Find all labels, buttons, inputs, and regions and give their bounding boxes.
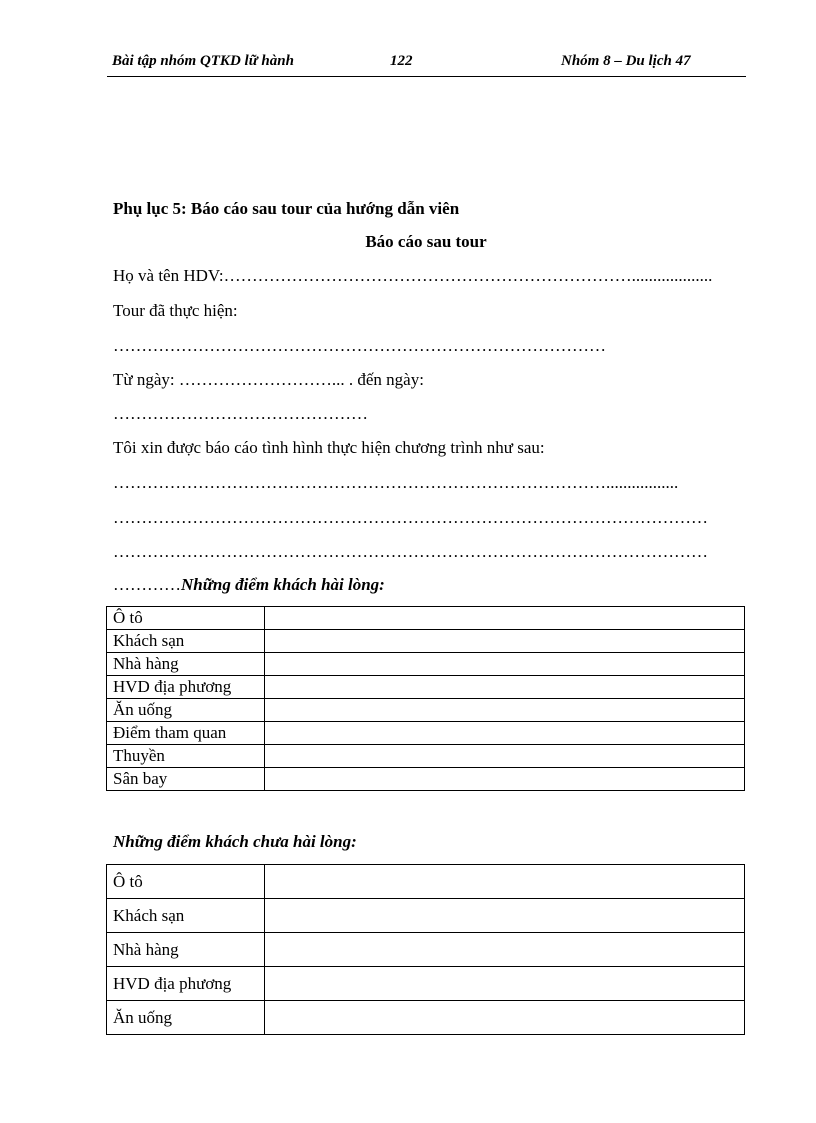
unsatisfied-row — [107, 865, 745, 899]
unsatisfied-row-label: HVD địa phương — [107, 967, 265, 1001]
satisfied-row-label: Sân bay — [107, 768, 265, 791]
satisfied-row-label: Khách sạn — [107, 630, 265, 653]
satisfied-row-comment-cell[interactable] — [265, 653, 745, 676]
appendix-heading: Phụ lục 5: Báo cáo sau tour của hướng dẫn viên — [113, 199, 460, 218]
satisfied-row-label: Thuyền — [107, 745, 265, 768]
page-header — [107, 50, 746, 77]
unsatisfied-row-comment-cell[interactable] — [265, 1001, 745, 1035]
unsatisfied-row-label: Ăn uống — [107, 1001, 265, 1035]
tour-label: Tour đã thực hiện: — [113, 301, 238, 320]
unsatisfied-heading: Những điểm khách chưa hài lòng: — [113, 832, 357, 851]
report-dots-1: ……………………………………………………………………………................. — [113, 473, 679, 492]
unsatisfied-row-comment-cell[interactable] — [265, 933, 745, 967]
satisfied-row-comment-cell[interactable] — [265, 607, 745, 630]
header-page-number: 122 — [390, 53, 413, 69]
unsatisfied-table — [106, 864, 745, 1035]
satisfied-row-label: HVD địa phương — [107, 676, 265, 699]
unsatisfied-row — [107, 933, 745, 967]
unsatisfied-row-comment-cell[interactable] — [265, 899, 745, 933]
unsatisfied-row-label: Ô tô — [107, 865, 265, 899]
satisfied-row — [107, 653, 745, 676]
satisfied-prefix-dots: ………… — [113, 575, 181, 594]
unsatisfied-row-label: Nhà hàng — [107, 933, 265, 967]
satisfied-row — [107, 722, 745, 745]
report-intro: Tôi xin được báo cáo tình hình thực hiện chương trình như sau: — [113, 438, 545, 457]
unsatisfied-row — [107, 967, 745, 1001]
report-dots-3: …………………………………………………………………………………………… — [113, 542, 708, 561]
satisfied-table — [106, 606, 745, 791]
satisfied-row-comment-cell[interactable] — [265, 722, 745, 745]
satisfied-heading-line — [113, 575, 385, 595]
satisfied-row — [107, 607, 745, 630]
satisfied-row — [107, 699, 745, 722]
unsatisfied-row — [107, 1001, 745, 1035]
satisfied-row-label: Nhà hàng — [107, 653, 265, 676]
satisfied-row — [107, 768, 745, 791]
unsatisfied-row-comment-cell[interactable] — [265, 865, 745, 899]
satisfied-row-comment-cell[interactable] — [265, 676, 745, 699]
satisfied-row-label: Ô tô — [107, 607, 265, 630]
satisfied-row-comment-cell[interactable] — [265, 768, 745, 791]
satisfied-heading: Những điểm khách hài lòng: — [181, 575, 385, 594]
header-course-title: Bài tập nhóm QTKD lữ hành — [112, 53, 294, 69]
guide-name-field: Họ và tên HDV:………………………………………………………………................... — [113, 266, 713, 285]
report-dots-2: …………………………………………………………………………………………… — [113, 508, 708, 527]
unsatisfied-row-label: Khách sạn — [107, 899, 265, 933]
tour-dots: …………………………………………………………………………… — [113, 336, 606, 355]
satisfied-row — [107, 745, 745, 768]
satisfied-row — [107, 676, 745, 699]
satisfied-row-comment-cell[interactable] — [265, 699, 745, 722]
unsatisfied-row — [107, 899, 745, 933]
satisfied-row-comment-cell[interactable] — [265, 630, 745, 653]
satisfied-row-label: Ăn uống — [107, 699, 265, 722]
satisfied-row — [107, 630, 745, 653]
date-range-field: Từ ngày: ………………………... . đến ngày: — [113, 370, 424, 389]
satisfied-row-comment-cell[interactable] — [265, 745, 745, 768]
report-title: Báo cáo sau tour — [365, 232, 487, 251]
date-dots: ……………………………………… — [113, 404, 368, 423]
header-group-name: Nhóm 8 – Du lịch 47 — [561, 53, 691, 69]
unsatisfied-row-comment-cell[interactable] — [265, 967, 745, 1001]
satisfied-row-label: Điểm tham quan — [107, 722, 265, 745]
